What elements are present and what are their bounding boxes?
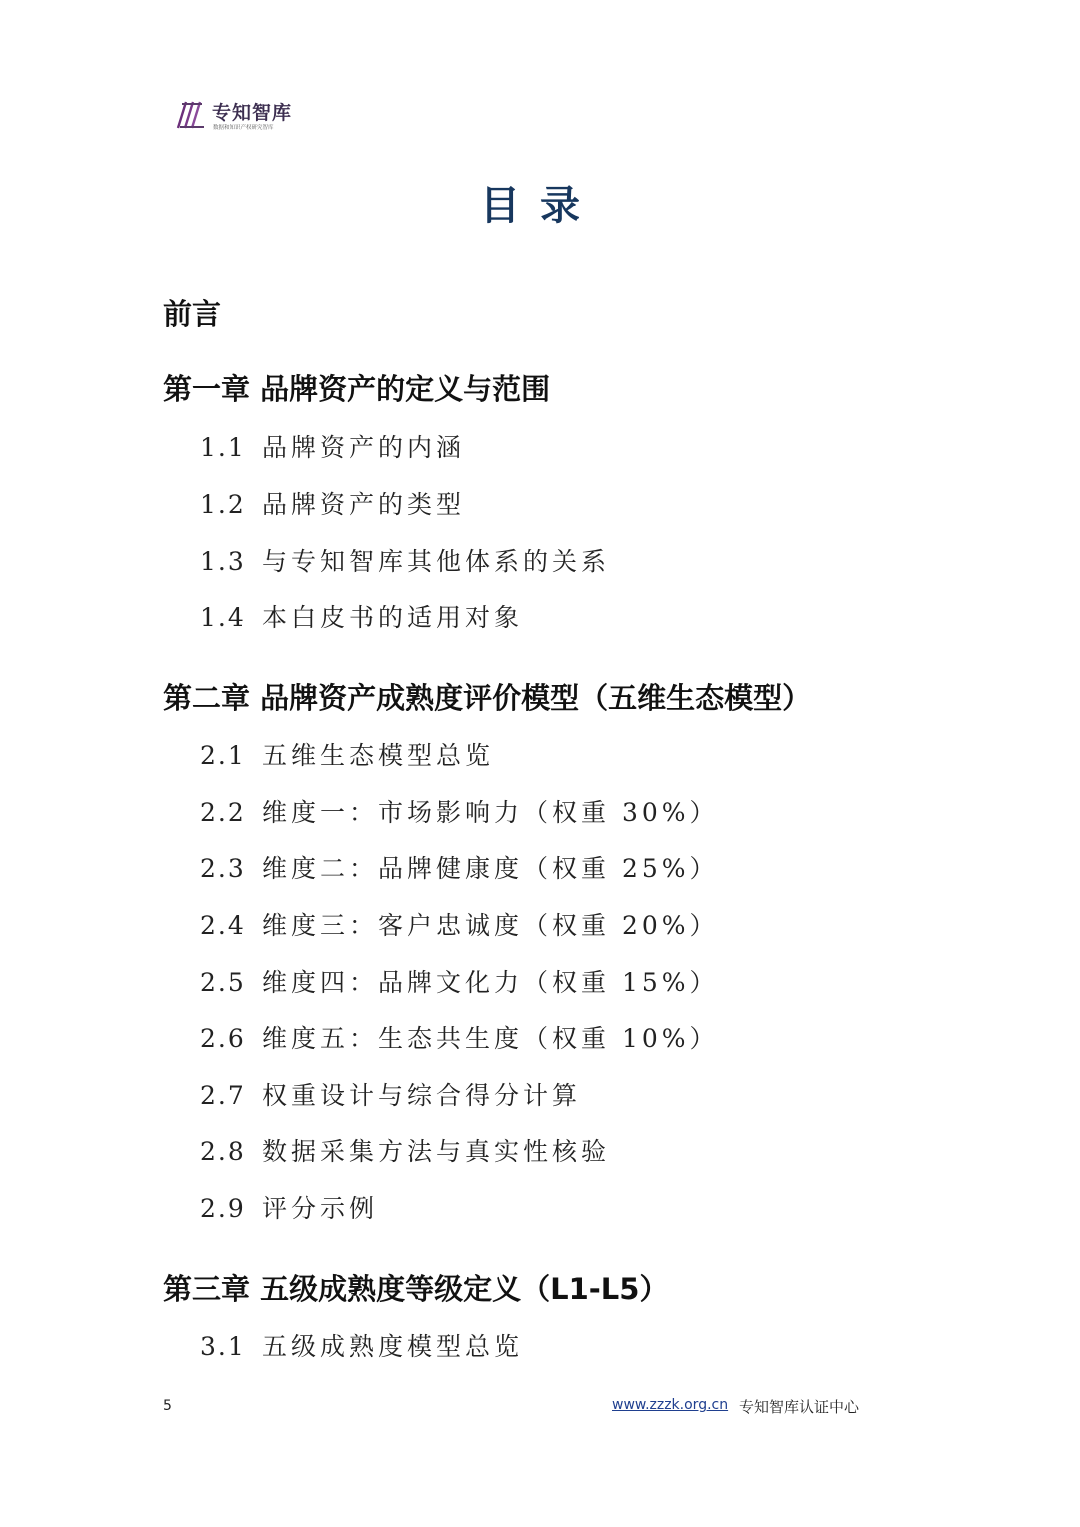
logo-tagline: 数据和知识产权研究智库	[213, 125, 274, 131]
section-number: 2.9	[200, 1194, 246, 1223]
chapter-title: 第三章 五级成熟度等级定义（L1-L5）	[163, 1272, 669, 1306]
section-title: 维度一：市场影响力（权重 30%）	[262, 798, 719, 827]
chapter-title: 第一章 品牌资产的定义与范围	[163, 372, 551, 406]
toc-section-item[interactable]	[200, 739, 494, 773]
toc-chapter-heading[interactable]	[163, 1271, 668, 1307]
toc-chapter-heading[interactable]	[163, 296, 221, 332]
chapter-title: 第二章 品牌资产成熟度评价模型（五维生态模型）	[163, 681, 812, 715]
toc-chapter-heading[interactable]	[163, 371, 550, 407]
footer-link[interactable]: www.zzzk.org.cn	[612, 1397, 729, 1413]
section-number: 1.1	[200, 433, 246, 462]
toc-section-item[interactable]	[200, 909, 719, 943]
toc-section-item[interactable]	[200, 601, 523, 635]
section-title: 维度四：品牌文化力（权重 15%）	[262, 968, 719, 997]
footer-org: 专知智库认证中心	[739, 1398, 860, 1416]
toc-section-item[interactable]	[200, 1022, 719, 1056]
section-number: 2.5	[200, 968, 246, 997]
section-number: 1.3	[200, 547, 246, 576]
section-title: 维度三：客户忠诚度（权重 20%）	[262, 911, 719, 940]
section-title: 数据采集方法与真实性核验	[262, 1137, 611, 1166]
section-title: 维度五：生态共生度（权重 10%）	[262, 1024, 719, 1053]
section-number: 2.6	[200, 1024, 246, 1053]
section-title: 五维生态模型总览	[262, 741, 495, 770]
section-number: 2.1	[200, 741, 246, 770]
chapter-title: 前言	[163, 297, 222, 331]
section-title: 品牌资产的类型	[262, 490, 466, 519]
section-number: 2.3	[200, 854, 246, 883]
toc-section-item[interactable]	[200, 1192, 378, 1226]
section-title: 品牌资产的内涵	[262, 433, 466, 462]
logo-name: 专知智库	[212, 102, 293, 124]
section-number: 3.1	[200, 1332, 246, 1361]
section-title: 权重设计与综合得分计算	[262, 1081, 582, 1110]
section-number: 1.2	[200, 490, 246, 519]
logo-mark-icon	[176, 100, 206, 130]
section-number: 2.7	[200, 1081, 246, 1110]
toc-chapter-heading[interactable]	[163, 680, 811, 716]
section-number: 2.8	[200, 1137, 246, 1166]
section-title: 五级成熟度模型总览	[262, 1332, 524, 1361]
section-number: 2.4	[200, 911, 246, 940]
toc-section-item[interactable]	[200, 796, 719, 830]
section-title: 与专知智库其他体系的关系	[262, 547, 611, 576]
section-number: 1.4	[200, 603, 246, 632]
toc-title: 目录	[480, 183, 600, 229]
section-number: 2.2	[200, 798, 246, 827]
toc-section-item[interactable]	[200, 488, 465, 522]
toc-section-item[interactable]	[200, 1135, 610, 1169]
page-number: 5	[163, 1398, 172, 1414]
toc-section-item[interactable]	[200, 1330, 523, 1364]
section-title: 维度二：品牌健康度（权重 25%）	[262, 854, 719, 883]
toc-section-item[interactable]	[200, 1079, 581, 1113]
toc-section-item[interactable]	[200, 431, 465, 465]
toc-section-item[interactable]	[200, 966, 719, 1000]
toc-section-item[interactable]	[200, 852, 719, 886]
section-title: 本白皮书的适用对象	[262, 603, 524, 632]
section-title: 评分示例	[262, 1194, 379, 1223]
toc-section-item[interactable]	[200, 545, 610, 579]
